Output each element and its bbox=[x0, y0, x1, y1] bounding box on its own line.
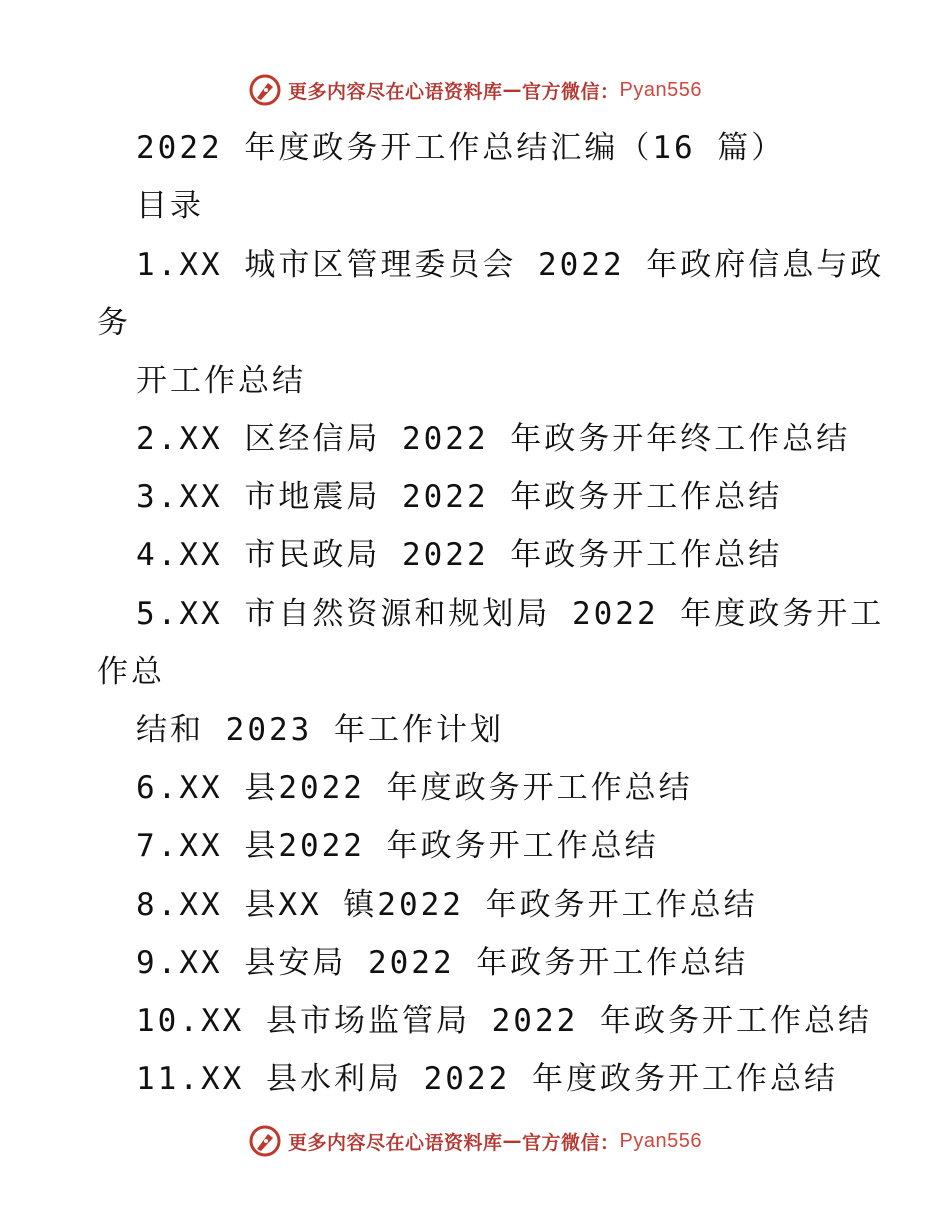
toc-item: 3.XX 市地震局 2022 年政务开工作总结 bbox=[136, 479, 783, 515]
toc-item: 4.XX 市民政局 2022 年政务开工作总结 bbox=[136, 537, 783, 573]
toc-item: 7.XX 县2022 年政务开工作总结 bbox=[136, 828, 659, 864]
toc-item-continuation: 务 bbox=[97, 305, 131, 341]
toc-item-continuation: 开工作总结 bbox=[136, 363, 306, 399]
pen-nib-circle-icon bbox=[248, 73, 282, 107]
watermark-dash: — bbox=[502, 1130, 523, 1152]
watermark-sub-text: 官方微信： bbox=[522, 1131, 620, 1154]
watermark-main-text: 更多内容尽在心语资料库 bbox=[288, 80, 503, 103]
watermark-wechat-id: Pyan556 bbox=[619, 1129, 702, 1152]
toc-item: 1.XX 城市区管理委员会 2022 年政府信息与政 bbox=[136, 247, 885, 283]
toc-item: 5.XX 市自然资源和规划局 2022 年度政务开工 bbox=[136, 596, 885, 632]
toc-item: 6.XX 县2022 年度政务开工作总结 bbox=[136, 770, 693, 806]
toc-item: 10.XX 县市场监管局 2022 年政务开工作总结 bbox=[136, 1003, 872, 1039]
toc-item-continuation: 结和 2023 年工作计划 bbox=[136, 712, 504, 748]
watermark-sub-text: 官方微信： bbox=[522, 80, 620, 103]
toc-heading: 目录 bbox=[136, 188, 204, 224]
watermark-dash: — bbox=[502, 79, 523, 101]
header-watermark bbox=[0, 70, 950, 110]
footer-watermark bbox=[0, 1121, 950, 1161]
pen-nib-circle-icon bbox=[248, 1124, 282, 1158]
toc-item: 9.XX 县安局 2022 年政务开工作总结 bbox=[136, 945, 749, 981]
toc-item: 11.XX 县水利局 2022 年度政务开工作总结 bbox=[136, 1061, 838, 1097]
document-title: 2022 年度政务开工作总结汇编（16 篇） bbox=[136, 130, 786, 166]
watermark-main-text: 更多内容尽在心语资料库 bbox=[288, 1131, 503, 1154]
toc-item-continuation: 作总 bbox=[97, 654, 165, 690]
watermark-wechat-id: Pyan556 bbox=[619, 78, 702, 101]
toc-item: 8.XX 县XX 镇2022 年政务开工作总结 bbox=[136, 887, 758, 923]
toc-item: 2.XX 区经信局 2022 年政务开年终工作总结 bbox=[136, 421, 851, 457]
